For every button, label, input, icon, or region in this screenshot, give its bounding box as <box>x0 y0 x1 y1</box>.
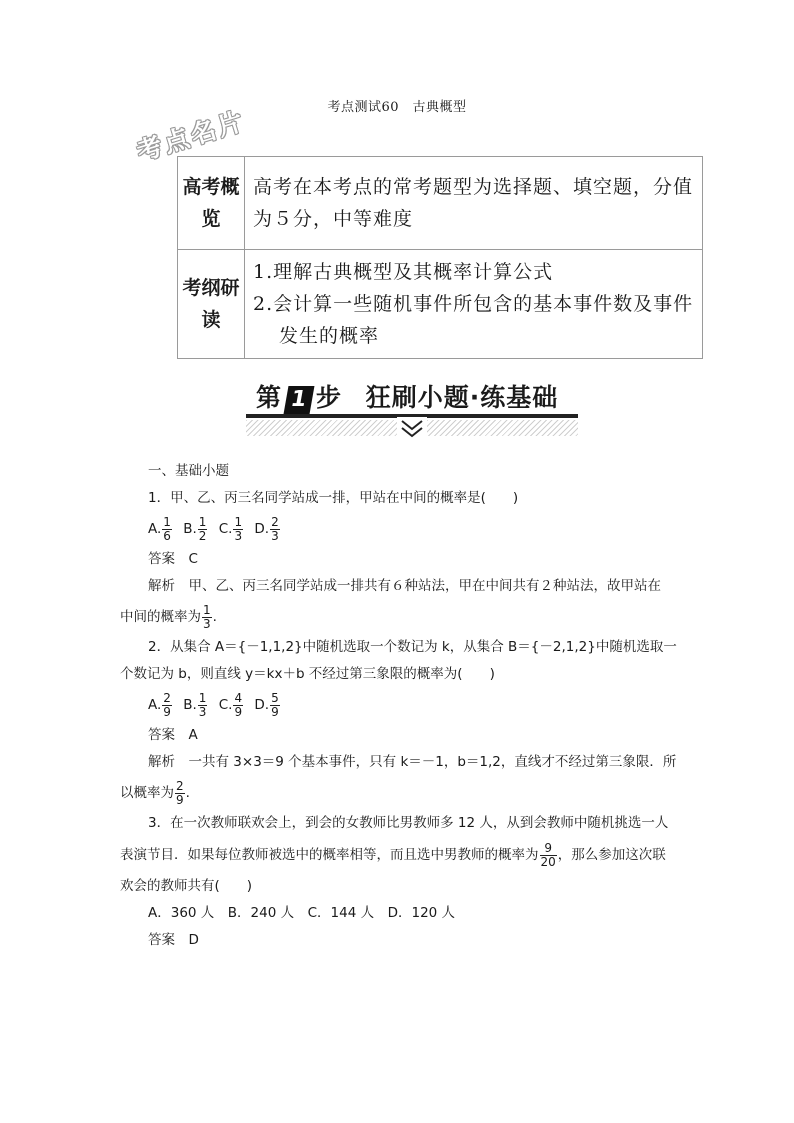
q2-options <box>120 688 680 722</box>
q1-options <box>120 512 680 546</box>
q3-stem-2: 表演节目．如果每位教师被选中的概率相等，而且选中男教师的概率为 $\frac{9}{20}$ ，那么参加这次联 <box>120 840 666 869</box>
option-fraction: $\frac{1}{3}$ <box>234 514 243 543</box>
option-label: A. <box>148 697 162 713</box>
analysis-fraction: $\frac{2}{9}$ <box>176 778 184 807</box>
step-heading: 狂刷小题·练基础 <box>365 383 559 412</box>
option-label: A. <box>148 521 162 537</box>
option-fraction: $\frac{5}{9}$ <box>271 690 279 719</box>
option-fraction: $\frac{1}{6}$ <box>163 514 171 543</box>
syllabus-item-1: 1.理解古典概型及其概率计算公式 <box>253 261 554 283</box>
info-body-overview <box>245 157 703 250</box>
option-label: C. <box>218 697 233 713</box>
page-title: 考点测试60 古典概型 <box>327 100 467 115</box>
info-row <box>178 157 703 250</box>
q1-stem: 1．甲、乙、丙三名同学站成一排，甲站在中间的概率是( ) <box>148 490 519 506</box>
q2-stem-1: 2．从集合 A＝{－1,1,2}中随机选取一个数记为 k，从集合 B＝{－2,1,2}中随机选取一 <box>148 639 677 655</box>
option-label: B. <box>183 521 197 537</box>
step-title <box>256 378 558 414</box>
q1-answer: 答案 C <box>148 551 198 567</box>
option-label: D. <box>254 521 270 537</box>
step-suffix: 步 <box>316 383 343 412</box>
option-fraction: $\frac{2}{3}$ <box>271 514 279 543</box>
q3-stem-3: 欢会的教师共有( ) <box>120 878 253 894</box>
q3-stem-1: 3．在一次教师联欢会上，到会的女教师比男教师多 12 人，从到会教师中随机挑选一人 <box>148 815 669 831</box>
option-fraction: $\frac{4}{9}$ <box>234 690 243 719</box>
q2-analysis-cont: 以概率为 $\frac{2}{9}$ . <box>120 778 190 807</box>
info-head-overview: 高考概览 <box>178 157 245 250</box>
option-fraction: $\frac{2}{9}$ <box>163 690 171 719</box>
syllabus-item-2: 2.会计算一些随机事件所包含的基本事件数及事件发生的概率 <box>253 293 694 347</box>
q2-analysis: 解析 一共有 3×3＝9 个基本事件，只有 k＝－1，b＝1,2，直线才不经过第三象限．所 <box>148 754 677 770</box>
q1-analysis: 解析 甲、乙、丙三名同学站成一排共有６种站法，甲在中间共有２种站法，故甲站在 <box>148 578 661 594</box>
info-text: 高考在本考点的常考题型为选择题、填空题，分值为５分，中等难度 <box>253 176 694 230</box>
option-label: B. <box>183 697 197 713</box>
q3-fraction: $\frac{9}{20}$ <box>540 840 556 869</box>
option-fraction: $\frac{1}{3}$ <box>198 690 207 719</box>
info-row <box>178 250 703 359</box>
q3-answer: 答案 D <box>148 932 199 948</box>
analysis-fraction: $\frac{1}{3}$ <box>203 602 211 631</box>
q3-options: A．360 人 B．240 人 C．144 人 D．120 人 <box>148 905 456 921</box>
step-prefix: 第 <box>256 383 283 412</box>
section-title: 一、基础小题 <box>148 463 229 479</box>
step-banner <box>246 376 578 444</box>
double-chevron-down-icon <box>397 417 427 441</box>
option-label: C. <box>218 521 233 537</box>
info-body-syllabus <box>245 250 703 359</box>
info-table <box>177 156 703 359</box>
option-fraction: $\frac{1}{2}$ <box>198 514 207 543</box>
q1-analysis-cont: 中间的概率为 $\frac{1}{3}$ . <box>120 602 217 631</box>
info-head-syllabus: 考纲研读 <box>178 250 245 359</box>
q2-answer: 答案 A <box>148 727 198 743</box>
q2-stem-2: 个数记为 b，则直线 y＝kx＋b 不经过第三象限的概率为( ) <box>120 666 495 682</box>
stamp-text: 考点名片 <box>133 105 250 167</box>
exercise-content <box>120 458 680 954</box>
option-label: D. <box>254 697 270 713</box>
step-number: 1 <box>284 386 315 414</box>
